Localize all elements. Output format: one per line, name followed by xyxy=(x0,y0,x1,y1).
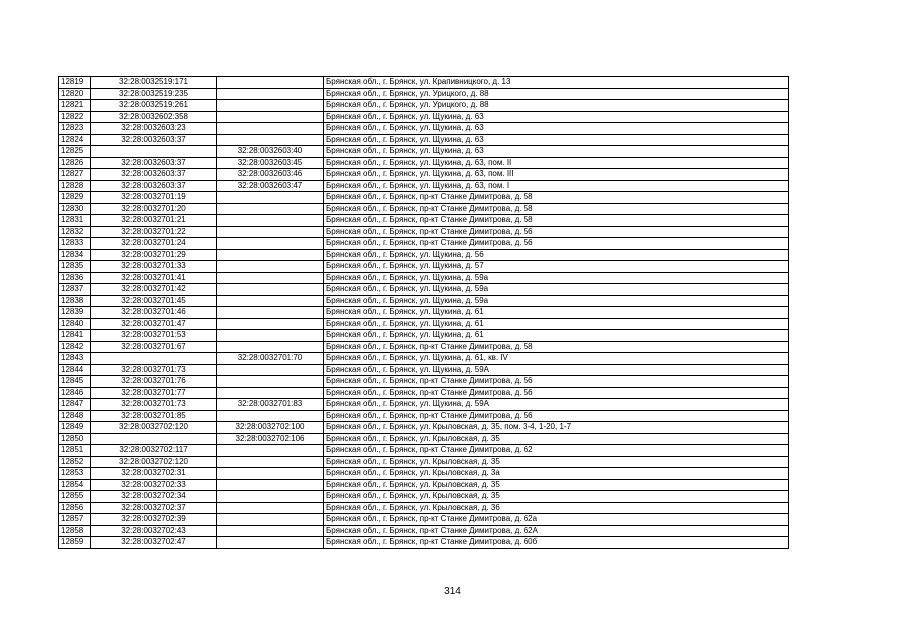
row-number-cell: 12842 xyxy=(59,341,91,353)
row-number-cell: 12843 xyxy=(59,353,91,365)
table-row xyxy=(59,353,789,365)
sub-cadastral-number-cell: 32:28:0032702:106 xyxy=(217,433,324,445)
table-row xyxy=(59,134,789,146)
page-number: 314 xyxy=(444,586,461,597)
sub-cadastral-number-cell: 32:28:0032603:40 xyxy=(217,146,324,158)
sub-cadastral-number-cell xyxy=(217,192,324,204)
sub-cadastral-number-cell xyxy=(217,249,324,261)
cadastral-number-cell: 32:28:0032702:47 xyxy=(91,537,217,549)
cadastral-number-cell: 32:28:0032519:261 xyxy=(91,100,217,112)
sub-cadastral-number-cell: 32:28:0032701:83 xyxy=(217,399,324,411)
cadastral-number-cell: 32:28:0032702:120 xyxy=(91,456,217,468)
row-number-cell: 12834 xyxy=(59,249,91,261)
sub-cadastral-number-cell xyxy=(217,111,324,123)
cadastral-number-cell: 32:28:0032602:358 xyxy=(91,111,217,123)
row-number-cell: 12844 xyxy=(59,364,91,376)
row-number-cell: 12855 xyxy=(59,491,91,503)
table-row xyxy=(59,157,789,169)
cadastral-number-cell: 32:28:0032519:171 xyxy=(91,77,217,89)
table-row xyxy=(59,169,789,181)
sub-cadastral-number-cell xyxy=(217,410,324,422)
cadastral-number-cell: 32:28:0032702:117 xyxy=(91,445,217,457)
table-row xyxy=(59,537,789,549)
row-number-cell: 12845 xyxy=(59,376,91,388)
table-row xyxy=(59,445,789,457)
address-cell: Брянская обл., г. Брянск, ул. Щукина, д. 59а xyxy=(324,295,789,307)
sub-cadastral-number-cell xyxy=(217,537,324,549)
table-row xyxy=(59,192,789,204)
table-row xyxy=(59,307,789,319)
sub-cadastral-number-cell xyxy=(217,456,324,468)
row-number-cell: 12822 xyxy=(59,111,91,123)
cadastral-number-cell: 32:28:0032603:37 xyxy=(91,180,217,192)
address-cell: Брянская обл., г. Брянск, ул. Щукина, д. 59А xyxy=(324,364,789,376)
row-number-cell: 12836 xyxy=(59,272,91,284)
cadastral-number-cell: 32:28:0032702:39 xyxy=(91,514,217,526)
cadastral-number-cell: 32:28:0032701:53 xyxy=(91,330,217,342)
table-row xyxy=(59,341,789,353)
table-row xyxy=(59,525,789,537)
sub-cadastral-number-cell xyxy=(217,491,324,503)
row-number-cell: 12832 xyxy=(59,226,91,238)
cadastral-number-cell: 32:28:0032701:85 xyxy=(91,410,217,422)
cadastral-number-cell: 32:28:0032702:43 xyxy=(91,525,217,537)
sub-cadastral-number-cell xyxy=(217,226,324,238)
sub-cadastral-number-cell xyxy=(217,514,324,526)
cadastral-number-cell: 32:28:0032701:24 xyxy=(91,238,217,250)
sub-cadastral-number-cell xyxy=(217,123,324,135)
sub-cadastral-number-cell xyxy=(217,307,324,319)
address-cell: Брянская обл., г. Брянск, пр-кт Станке Димитрова, д. 62а xyxy=(324,514,789,526)
table-row xyxy=(59,422,789,434)
sub-cadastral-number-cell xyxy=(217,502,324,514)
row-number-cell: 12848 xyxy=(59,410,91,422)
cadastral-number-cell: 32:28:0032701:42 xyxy=(91,284,217,296)
address-cell: Брянская обл., г. Брянск, ул. Крапивницкого, д. 13 xyxy=(324,77,789,89)
address-cell: Брянская обл., г. Брянск, пр-кт Станке Димитрова, д. 58 xyxy=(324,203,789,215)
table-row xyxy=(59,295,789,307)
address-cell: Брянская обл., г. Брянск, ул. Крыловская, д. 35 xyxy=(324,456,789,468)
row-number-cell: 12837 xyxy=(59,284,91,296)
address-cell: Брянская обл., г. Брянск, ул. Крыловская, д. 3а xyxy=(324,468,789,480)
cadastral-number-cell: 32:28:0032701:33 xyxy=(91,261,217,273)
sub-cadastral-number-cell xyxy=(217,468,324,480)
address-cell: Брянская обл., г. Брянск, пр-кт Станке Димитрова, д. 60б xyxy=(324,537,789,549)
sub-cadastral-number-cell: 32:28:0032603:45 xyxy=(217,157,324,169)
address-cell: Брянская обл., г. Брянск, ул. Щукина, д. 57 xyxy=(324,261,789,273)
sub-cadastral-number-cell xyxy=(217,88,324,100)
sub-cadastral-number-cell xyxy=(217,203,324,215)
table-row xyxy=(59,387,789,399)
table-row xyxy=(59,111,789,123)
table-row xyxy=(59,203,789,215)
sub-cadastral-number-cell xyxy=(217,261,324,273)
sub-cadastral-number-cell: 32:28:0032603:46 xyxy=(217,169,324,181)
sub-cadastral-number-cell xyxy=(217,376,324,388)
cadastral-number-cell: 32:28:0032519:235 xyxy=(91,88,217,100)
row-number-cell: 12851 xyxy=(59,445,91,457)
table-row xyxy=(59,330,789,342)
row-number-cell: 12831 xyxy=(59,215,91,227)
row-number-cell: 12821 xyxy=(59,100,91,112)
table-row xyxy=(59,238,789,250)
cadastral-number-cell: 32:28:0032702:33 xyxy=(91,479,217,491)
row-number-cell: 12839 xyxy=(59,307,91,319)
cadastral-number-cell: 32:28:0032701:21 xyxy=(91,215,217,227)
sub-cadastral-number-cell xyxy=(217,341,324,353)
table-row xyxy=(59,410,789,422)
table-row xyxy=(59,249,789,261)
cadastral-number-cell: 32:28:0032701:67 xyxy=(91,341,217,353)
row-number-cell: 12838 xyxy=(59,295,91,307)
address-cell: Брянская обл., г. Брянск, ул. Крыловская, д. 35 xyxy=(324,479,789,491)
address-cell: Брянская обл., г. Брянск, ул. Щукина, д. 63 xyxy=(324,123,789,135)
cadastral-number-cell: 32:28:0032603:37 xyxy=(91,169,217,181)
sub-cadastral-number-cell xyxy=(217,364,324,376)
table-row xyxy=(59,456,789,468)
row-number-cell: 12857 xyxy=(59,514,91,526)
cadastral-number-cell: 32:28:0032702:31 xyxy=(91,468,217,480)
table-row xyxy=(59,180,789,192)
row-number-cell: 12819 xyxy=(59,77,91,89)
table-row xyxy=(59,514,789,526)
address-cell: Брянская обл., г. Брянск, ул. Урицкого, д. 88 xyxy=(324,88,789,100)
cadastral-number-cell: 32:28:0032701:47 xyxy=(91,318,217,330)
address-cell: Брянская обл., г. Брянск, пр-кт Станке Димитрова, д. 56 xyxy=(324,410,789,422)
cadastral-number-cell: 32:28:0032603:23 xyxy=(91,123,217,135)
cadastral-number-cell: 32:28:0032603:37 xyxy=(91,134,217,146)
row-number-cell: 12840 xyxy=(59,318,91,330)
row-number-cell: 12830 xyxy=(59,203,91,215)
sub-cadastral-number-cell xyxy=(217,387,324,399)
row-number-cell: 12828 xyxy=(59,180,91,192)
row-number-cell: 12841 xyxy=(59,330,91,342)
address-cell: Брянская обл., г. Брянск, ул. Крыловская, д. 35, пом. 3-4, 1-20, 1-7 xyxy=(324,422,789,434)
row-number-cell: 12854 xyxy=(59,479,91,491)
row-number-cell: 12835 xyxy=(59,261,91,273)
address-cell: Брянская обл., г. Брянск, ул. Щукина, д. 63, пом. II xyxy=(324,157,789,169)
table-row xyxy=(59,88,789,100)
cadastral-number-cell: 32:28:0032701:77 xyxy=(91,387,217,399)
table-row xyxy=(59,261,789,273)
row-number-cell: 12856 xyxy=(59,502,91,514)
sub-cadastral-number-cell xyxy=(217,238,324,250)
row-number-cell: 12823 xyxy=(59,123,91,135)
table-row xyxy=(59,364,789,376)
address-cell: Брянская обл., г. Брянск, ул. Щукина, д. 63 xyxy=(324,146,789,158)
cadastral-number-cell: 32:28:0032701:45 xyxy=(91,295,217,307)
address-cell: Брянская обл., г. Брянск, ул. Крыловская, д. 36 xyxy=(324,502,789,514)
table-row xyxy=(59,491,789,503)
cadastral-number-cell: 32:28:0032701:76 xyxy=(91,376,217,388)
table-row xyxy=(59,215,789,227)
table-row xyxy=(59,468,789,480)
cadastral-number-cell xyxy=(91,353,217,365)
cadastral-number-cell: 32:28:0032701:19 xyxy=(91,192,217,204)
address-cell: Брянская обл., г. Брянск, ул. Щукина, д. 63 xyxy=(324,134,789,146)
registry-table xyxy=(58,76,789,549)
row-number-cell: 12846 xyxy=(59,387,91,399)
row-number-cell: 12820 xyxy=(59,88,91,100)
row-number-cell: 12849 xyxy=(59,422,91,434)
row-number-cell: 12859 xyxy=(59,537,91,549)
table-row xyxy=(59,318,789,330)
cadastral-number-cell: 32:28:0032701:20 xyxy=(91,203,217,215)
cadastral-number-cell: 32:28:0032701:73 xyxy=(91,399,217,411)
sub-cadastral-number-cell xyxy=(217,525,324,537)
address-cell: Брянская обл., г. Брянск, ул. Щукина, д. 56 xyxy=(324,249,789,261)
address-cell: Брянская обл., г. Брянск, ул. Щукина, д. 63, пом. III xyxy=(324,169,789,181)
table-row xyxy=(59,376,789,388)
address-cell: Брянская обл., г. Брянск, ул. Щукина, д. 59а xyxy=(324,272,789,284)
sub-cadastral-number-cell xyxy=(217,100,324,112)
cadastral-number-cell: 32:28:0032701:73 xyxy=(91,364,217,376)
row-number-cell: 12829 xyxy=(59,192,91,204)
table-row xyxy=(59,77,789,89)
address-cell: Брянская обл., г. Брянск, ул. Щукина, д. 61 xyxy=(324,318,789,330)
row-number-cell: 12825 xyxy=(59,146,91,158)
sub-cadastral-number-cell: 32:28:0032701:70 xyxy=(217,353,324,365)
sub-cadastral-number-cell xyxy=(217,479,324,491)
address-cell: Брянская обл., г. Брянск, пр-кт Станке Димитрова, д. 56 xyxy=(324,387,789,399)
table-row xyxy=(59,272,789,284)
cadastral-number-cell: 32:28:0032702:34 xyxy=(91,491,217,503)
table-row xyxy=(59,399,789,411)
table-row xyxy=(59,100,789,112)
cadastral-number-cell: 32:28:0032603:37 xyxy=(91,157,217,169)
cadastral-number-cell xyxy=(91,146,217,158)
address-cell: Брянская обл., г. Брянск, ул. Щукина, д. 59а xyxy=(324,284,789,296)
sub-cadastral-number-cell xyxy=(217,134,324,146)
table-row xyxy=(59,146,789,158)
address-cell: Брянская обл., г. Брянск, пр-кт Станке Димитрова, д. 56 xyxy=(324,226,789,238)
table-row xyxy=(59,433,789,445)
table-row xyxy=(59,502,789,514)
sub-cadastral-number-cell xyxy=(217,295,324,307)
sub-cadastral-number-cell xyxy=(217,445,324,457)
address-cell: Брянская обл., г. Брянск, ул. Щукина, д. 61 xyxy=(324,307,789,319)
cadastral-number-cell: 32:28:0032702:37 xyxy=(91,502,217,514)
address-cell: Брянская обл., г. Брянск, пр-кт Станке Димитрова, д. 62 xyxy=(324,445,789,457)
sub-cadastral-number-cell: 32:28:0032702:100 xyxy=(217,422,324,434)
table-row xyxy=(59,479,789,491)
address-cell: Брянская обл., г. Брянск, ул. Щукина, д. 61, кв. IV xyxy=(324,353,789,365)
address-cell: Брянская обл., г. Брянск, ул. Щукина, д. 61 xyxy=(324,330,789,342)
address-cell: Брянская обл., г. Брянск, пр-кт Станке Димитрова, д. 58 xyxy=(324,341,789,353)
table-row xyxy=(59,123,789,135)
row-number-cell: 12850 xyxy=(59,433,91,445)
sub-cadastral-number-cell xyxy=(217,77,324,89)
sub-cadastral-number-cell xyxy=(217,330,324,342)
cadastral-number-cell: 32:28:0032701:22 xyxy=(91,226,217,238)
row-number-cell: 12833 xyxy=(59,238,91,250)
row-number-cell: 12852 xyxy=(59,456,91,468)
row-number-cell: 12847 xyxy=(59,399,91,411)
registry-table-body xyxy=(59,77,789,549)
cadastral-number-cell: 32:28:0032702:120 xyxy=(91,422,217,434)
row-number-cell: 12858 xyxy=(59,525,91,537)
row-number-cell: 12824 xyxy=(59,134,91,146)
cadastral-number-cell: 32:28:0032701:41 xyxy=(91,272,217,284)
table-row xyxy=(59,284,789,296)
table-row xyxy=(59,226,789,238)
address-cell: Брянская обл., г. Брянск, пр-кт Станке Димитрова, д. 56 xyxy=(324,238,789,250)
row-number-cell: 12826 xyxy=(59,157,91,169)
address-cell: Брянская обл., г. Брянск, пр-кт Станке Димитрова, д. 56 xyxy=(324,376,789,388)
address-cell: Брянская обл., г. Брянск, ул. Урицкого, д. 88 xyxy=(324,100,789,112)
cadastral-number-cell: 32:28:0032701:29 xyxy=(91,249,217,261)
address-cell: Брянская обл., г. Брянск, пр-кт Станке Димитрова, д. 58 xyxy=(324,192,789,204)
address-cell: Брянская обл., г. Брянск, ул. Крыловская, д. 35 xyxy=(324,491,789,503)
sub-cadastral-number-cell xyxy=(217,318,324,330)
address-cell: Брянская обл., г. Брянск, ул. Крыловская, д. 35 xyxy=(324,433,789,445)
address-cell: Брянская обл., г. Брянск, пр-кт Станке Димитрова, д. 62А xyxy=(324,525,789,537)
sub-cadastral-number-cell: 32:28:0032603:47 xyxy=(217,180,324,192)
sub-cadastral-number-cell xyxy=(217,272,324,284)
cadastral-number-cell xyxy=(91,433,217,445)
address-cell: Брянская обл., г. Брянск, пр-кт Станке Димитрова, д. 58 xyxy=(324,215,789,227)
cadastral-number-cell: 32:28:0032701:46 xyxy=(91,307,217,319)
row-number-cell: 12827 xyxy=(59,169,91,181)
address-cell: Брянская обл., г. Брянск, ул. Щукина, д. 59А xyxy=(324,399,789,411)
sub-cadastral-number-cell xyxy=(217,284,324,296)
address-cell: Брянская обл., г. Брянск, ул. Щукина, д. 63 xyxy=(324,111,789,123)
address-cell: Брянская обл., г. Брянск, ул. Щукина, д. 63, пом. I xyxy=(324,180,789,192)
row-number-cell: 12853 xyxy=(59,468,91,480)
sub-cadastral-number-cell xyxy=(217,215,324,227)
